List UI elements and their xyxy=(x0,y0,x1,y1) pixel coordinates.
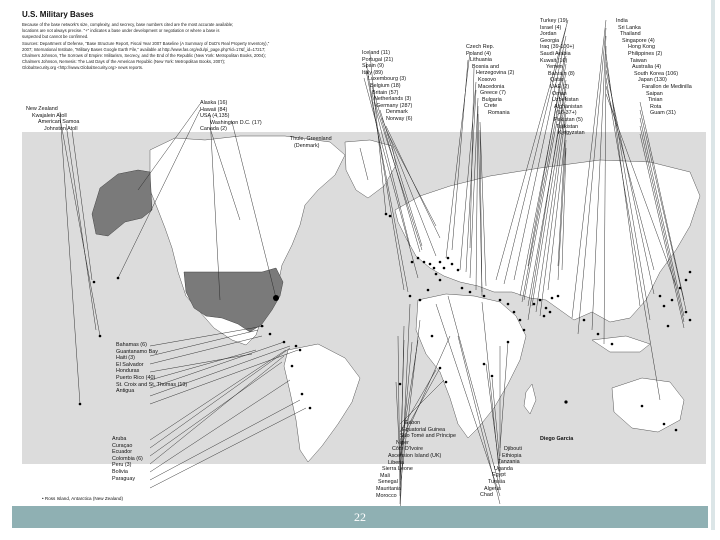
labels-eastern-europe: Czech Rep. Poland (4) Lithuania Bosnia and Herzegovina (2) Kosovo Macedonia Greece (7) Bulgaria Crete Romania xyxy=(466,44,515,116)
page-number: 22 xyxy=(354,510,366,524)
map-footnote: • Ross Island, Antarctica (New Zealand) xyxy=(42,496,124,501)
labels-west-africa: Gabon Equatorial Guinea São Tomé and Príncipe Niger Côte D'Ivoire Ascension Island (UK) Liberia Sierra Leone Mali Senegal Mauritania Morocco xyxy=(376,420,456,499)
labels-pacific: New Zealand Kwajalein Atoll American Samoa Johnston Atoll xyxy=(26,106,80,132)
label-diego-garcia: Diego Garcia xyxy=(540,436,574,442)
labels-caribbean: Bahamas (6) Guantanamo Bay Haiti (3) El Salvador Honduras Puerto Rico (40) St. Croix and St. Thomas (19) Antigua xyxy=(116,342,188,395)
labels-western-europe: Iceland (11) Portugal (21) Spain (9) Italy (89) Luxembourg (3) Belgium (18) Britain (57) Netherlands (3) Germany (287) Denmark Norway (6) xyxy=(362,50,413,122)
labels-middle-east: Turkey (19) Israel (4) Jordan Georgia Iraq (39-100+) Saudi Arabia Kuwait (16) Yemen Bahrain (8) Qatar UAE (2) Oman Uzbekistan Afghanistan (16-37+) Pakistan (5) Tajikistan Kyrgyzstan xyxy=(540,18,585,137)
labels-north-america: Alaska (16) Hawaii (84) USA (4,135) Washington D.C. (17) Canada (2) xyxy=(200,100,262,133)
labels-east-africa: Djibouti Ethiopia Tanzania Uganda Egypt Tunisia Algeria Chad xyxy=(480,446,522,499)
labels-south-america: Aruba Curaçao Ecuador Colombia (6) Peru (3) Bolivia Paraguay xyxy=(112,436,143,482)
map-title: U.S. Military Bases xyxy=(22,10,94,19)
label-greenland: Thule, Greenland (Denmark) xyxy=(290,136,332,149)
map-intro-text: Because of the base network's size, complexity, and secrecy, base numbers cited are the most accurate available; locations are not always precise. "+" indicates a base under development or negotiation or where a base is suspected but cannot be confirmed. Sources: Department of Defense, "Base Structure Report, Fiscal Year 2007 Baseline (A Summary of DoD's Real Property Inventory)," 2007; International Institute, "Military Bases Google Earth File," available at http://www.fas.org/edu/pi_page.php?id=17&f_id=17217; Chalmers Johnson, The Sorrows of Empire: Militarism, Secrecy, and the End of the Republic (New York: Metropolitan Books, 2004); Chalmers Johnson, Nemesis: The Last Days of the American Republic (New York: Metropolitan Books, 2007); GlobalSecurity.org <http://www.GlobalSecurity.org> news reports. xyxy=(22,22,270,71)
labels-asia-pacific: India Sri Lanka Thailand Singapore (4) Hong Kong Philippines (2) Taiwan Australia (4) South Korea (106) Japan (130) Farallon de Medinilla Saipan Tinian Rota Guam (31) xyxy=(616,18,692,117)
